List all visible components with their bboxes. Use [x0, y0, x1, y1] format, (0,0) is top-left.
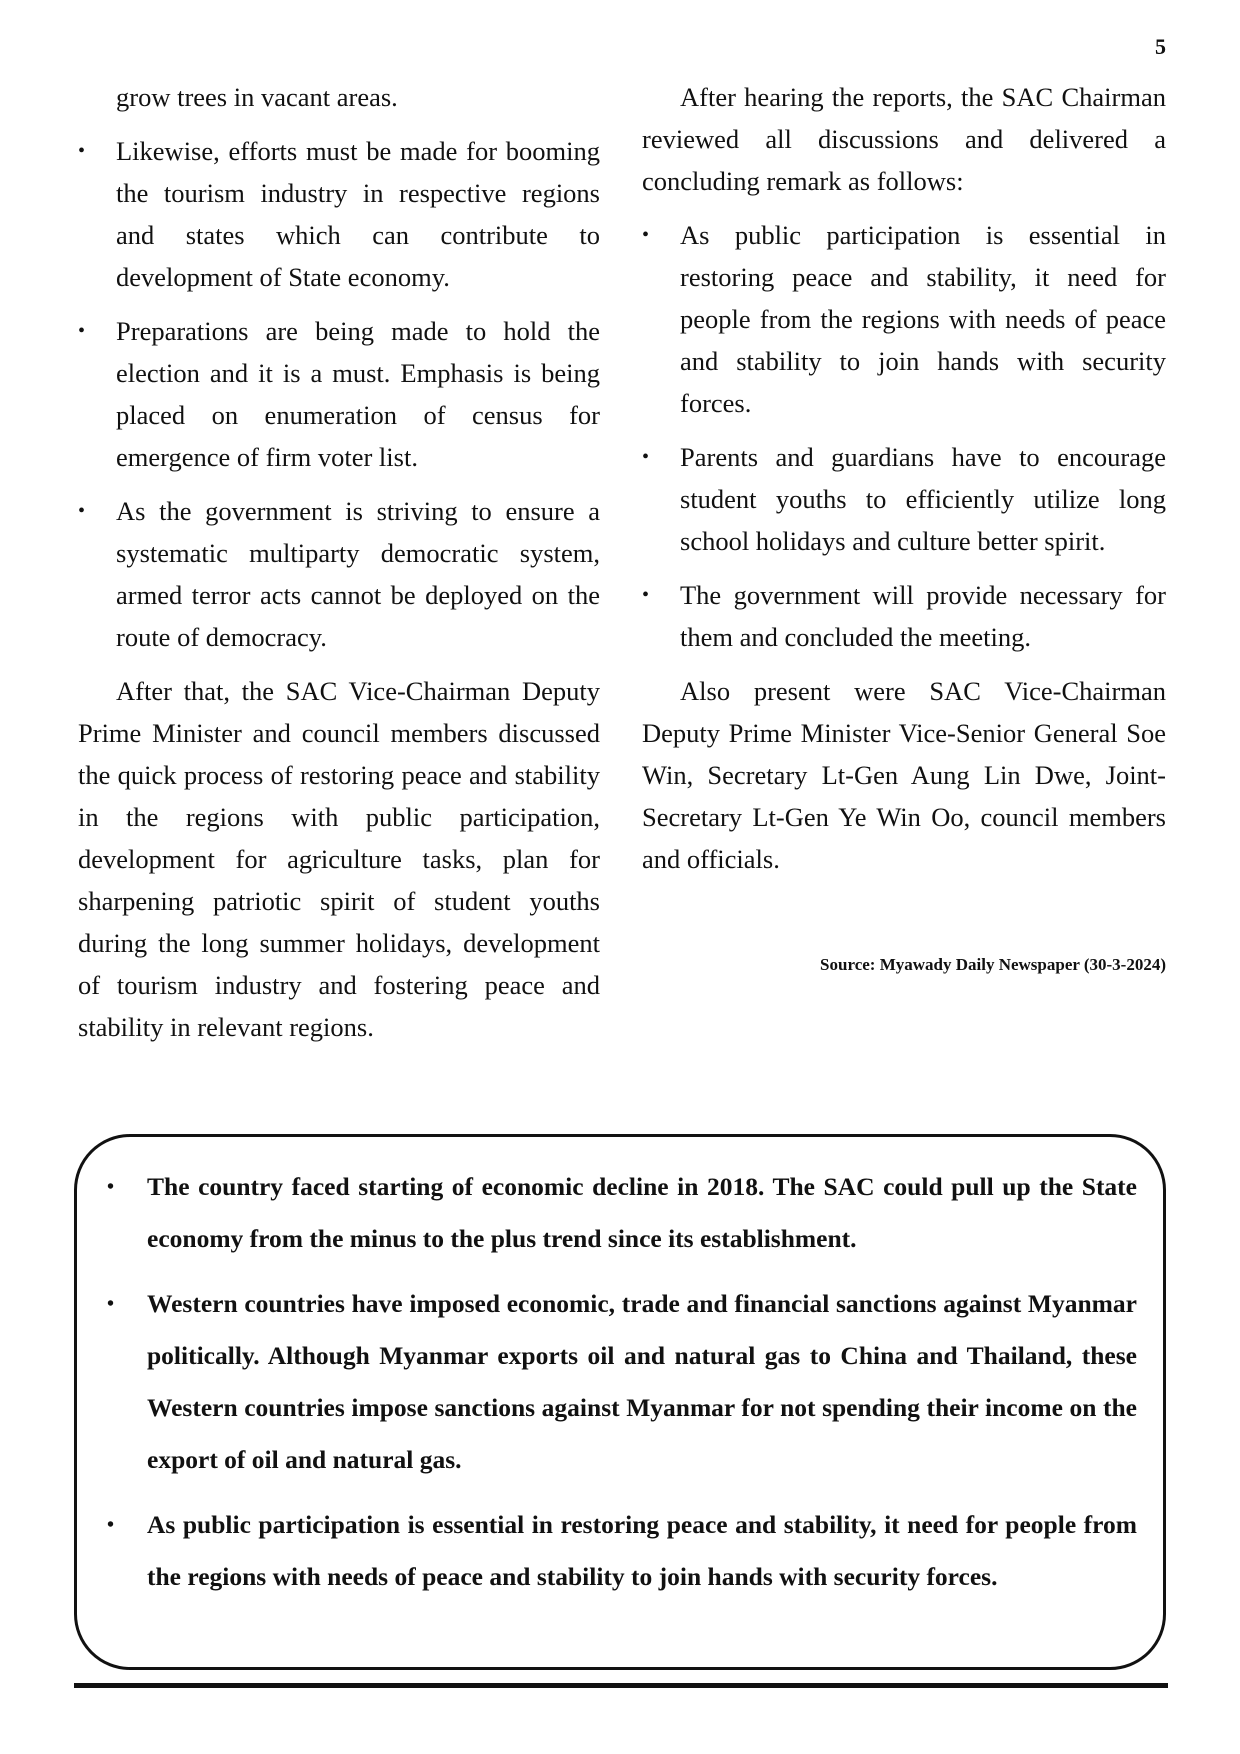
bottom-divider [74, 1683, 1168, 1688]
bullet-icon: • [642, 224, 650, 246]
list-item [107, 1278, 1137, 1486]
list-item [78, 130, 600, 298]
list-item [642, 574, 1166, 658]
bullet-icon: • [107, 1293, 115, 1315]
list-item [78, 310, 600, 478]
left-bullet-list [78, 130, 600, 658]
summary-bullet-list [107, 1161, 1137, 1603]
bullet-icon: • [78, 320, 86, 342]
intro-paragraph: After hearing the reports, the SAC Chairman reviewed all discussions and delivered a concluding remark as follows: [642, 82, 1166, 196]
right-bullet-list [642, 214, 1166, 658]
right-column [642, 76, 1166, 976]
list-item-text: The government will provide necessary for them and concluded the meeting. [680, 580, 1166, 652]
list-item [107, 1161, 1137, 1265]
list-item-text: Preparations are being made to hold the election and it is a must. Emphasis is being placed on enumeration of census for emergence of firm voter list. [116, 316, 600, 472]
list-item-text: Likewise, efforts must be made for booming the tourism industry in respective regions and states which can contribute to development of State economy. [116, 136, 600, 292]
list-item [642, 436, 1166, 562]
bullet-icon: • [78, 140, 86, 162]
source-citation: Source: Myawady Daily Newspaper (30-3-2024) [820, 955, 1166, 974]
list-item-text: Western countries have imposed economic, trade and financial sanctions against Myanmar politically. Although Myanmar exports oil and natural gas to China and Thailand, these Western countries impose sanctions against Myanmar for not spending their income on the export of oil and natural gas. [147, 1289, 1137, 1474]
left-column [78, 76, 600, 1060]
list-item-text: As the government is striving to ensure a systematic multiparty democratic system, armed terror acts cannot be deployed on the route of democracy. [116, 496, 600, 652]
page-number: 5 [1155, 34, 1166, 59]
summary-box [74, 1134, 1166, 1670]
body-paragraph: After that, the SAC Vice-Chairman Deputy Prime Minister and council members discussed the quick process of restoring peace and stability in the regions with public participation, development for agriculture tasks, plan for sharpening patriotic spirit of student youths during the long summer holidays, development of tourism industry and fostering peace and stability in relevant regions. [78, 676, 600, 1042]
bullet-icon: • [107, 1514, 115, 1536]
continuation-text: grow trees in vacant areas. [116, 82, 398, 112]
list-item-text: The country faced starting of economic decline in 2018. The SAC could pull up the State economy from the minus to the plus trend since its establishment. [147, 1172, 1137, 1253]
list-item [642, 214, 1166, 424]
list-item-text: Parents and guardians have to encourage student youths to efficiently utilize long school holidays and culture better spirit. [680, 442, 1166, 556]
body-paragraph: Also present were SAC Vice-Chairman Deputy Prime Minister Vice-Senior General Soe Win, Secretary Lt-Gen Aung Lin Dwe, Joint-Secretary Lt-Gen Ye Win Oo, council members and officials. [642, 676, 1166, 874]
list-item [78, 490, 600, 658]
list-item-text: As public participation is essential in restoring peace and stability, it need for people from the regions with needs of peace and stability to join hands with security forces. [680, 220, 1166, 418]
bullet-icon: • [78, 500, 86, 522]
bullet-icon: • [642, 584, 650, 606]
list-item [107, 1499, 1137, 1603]
bullet-icon: • [107, 1176, 115, 1198]
list-item-text: As public participation is essential in restoring peace and stability, it need for people from the regions with needs of peace and stability to join hands with security forces. [147, 1510, 1137, 1591]
bullet-icon: • [642, 446, 650, 468]
